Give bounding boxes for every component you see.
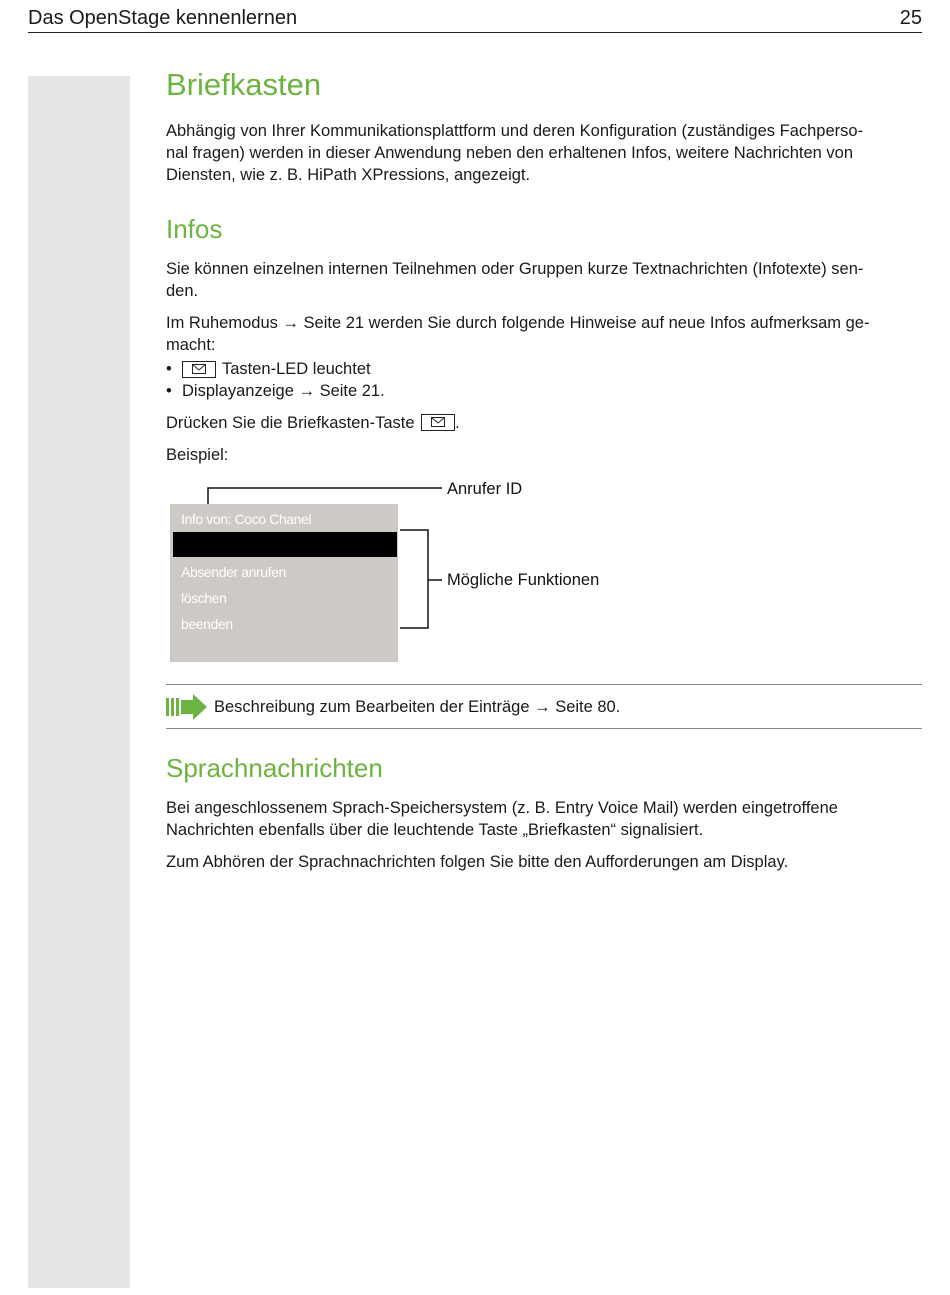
bullet-text: Tasten-LED leuchtet xyxy=(222,360,371,378)
example-label: Beispiel: xyxy=(166,446,229,464)
sprach-paragraph-1 xyxy=(166,797,922,841)
paragraph-line: Nachrichten ebenfalls über die leuchtende Taste „Briefkasten“ signalisiert. xyxy=(166,821,704,839)
heading-sprachnachrichten: Sprachnachrichten xyxy=(166,753,383,783)
heading-briefkasten: Briefkasten xyxy=(166,67,322,102)
intro-line: nal fragen) werden in dieser Anwendung neben den erhaltenen Infos, weitere Nachrichten von xyxy=(166,144,854,162)
paragraph-line: Im Ruhemodus → Seite 21 werden Sie durch folgende Hinweise auf neue Infos aufmerksam ge- xyxy=(166,314,870,332)
running-header xyxy=(28,6,922,33)
display-example-figure xyxy=(166,480,922,680)
press-instruction xyxy=(166,412,922,434)
display-option[interactable]: löschen xyxy=(181,590,227,606)
press-text: Drücken Sie die Briefkasten-Taste xyxy=(166,414,415,432)
side-band xyxy=(28,76,130,1288)
paragraph-line: macht: xyxy=(166,336,216,354)
display-option[interactable]: Absender anrufen xyxy=(181,564,286,580)
bullet-text: Displayanzeige → Seite 21. xyxy=(182,382,385,400)
phone-display xyxy=(170,504,398,662)
note-text: Beschreibung zum Bearbeiten der Einträge → Seite 80. xyxy=(214,697,621,716)
list-item: • Displayanzeige → Seite 21. xyxy=(166,382,385,400)
infos-paragraph-1 xyxy=(166,258,922,302)
hint-list xyxy=(166,358,922,402)
header-title: Das OpenStage kennenlernen xyxy=(28,7,298,29)
mailbox-key-icon xyxy=(182,361,216,378)
page-number: 25 xyxy=(899,7,922,29)
intro-line: Abhängig von Ihrer Kommunikationsplattform und deren Konfiguration (zuständiges Fachperso- xyxy=(166,122,864,140)
note-box xyxy=(166,684,922,729)
list-item: • Tasten-LED leuchtet xyxy=(166,360,371,378)
intro-paragraph xyxy=(166,120,922,186)
functions-label: Mögliche Funktionen xyxy=(447,571,600,589)
selection-bar xyxy=(173,532,397,557)
mailbox-key-icon xyxy=(421,414,455,431)
sprach-paragraph-2: Zum Abhören der Sprachnachrichten folgen Sie bitte den Aufforderungen am Display. xyxy=(166,853,789,871)
paragraph-line: Sie können einzelnen internen Teilnehmen oder Gruppen kurze Textnachrichten (Infotexte) sen- xyxy=(166,260,864,278)
infos-paragraph-2 xyxy=(166,312,922,356)
display-title: Info von: Coco Chanel xyxy=(181,511,312,527)
display-option[interactable]: beenden xyxy=(181,616,233,632)
paragraph-line: Bei angeschlossenem Sprach-Speichersystem (z. B. Entry Voice Mail) werden eingetroffene xyxy=(166,799,838,817)
caller-id-label: Anrufer ID xyxy=(447,480,523,498)
arrow-note-icon xyxy=(166,694,208,720)
page-content xyxy=(166,64,922,883)
paragraph-line: den. xyxy=(166,282,199,300)
heading-infos: Infos xyxy=(166,214,223,244)
intro-line: Diensten, wie z. B. HiPath XPressions, angezeigt. xyxy=(166,166,531,184)
press-suffix: . xyxy=(455,414,460,432)
